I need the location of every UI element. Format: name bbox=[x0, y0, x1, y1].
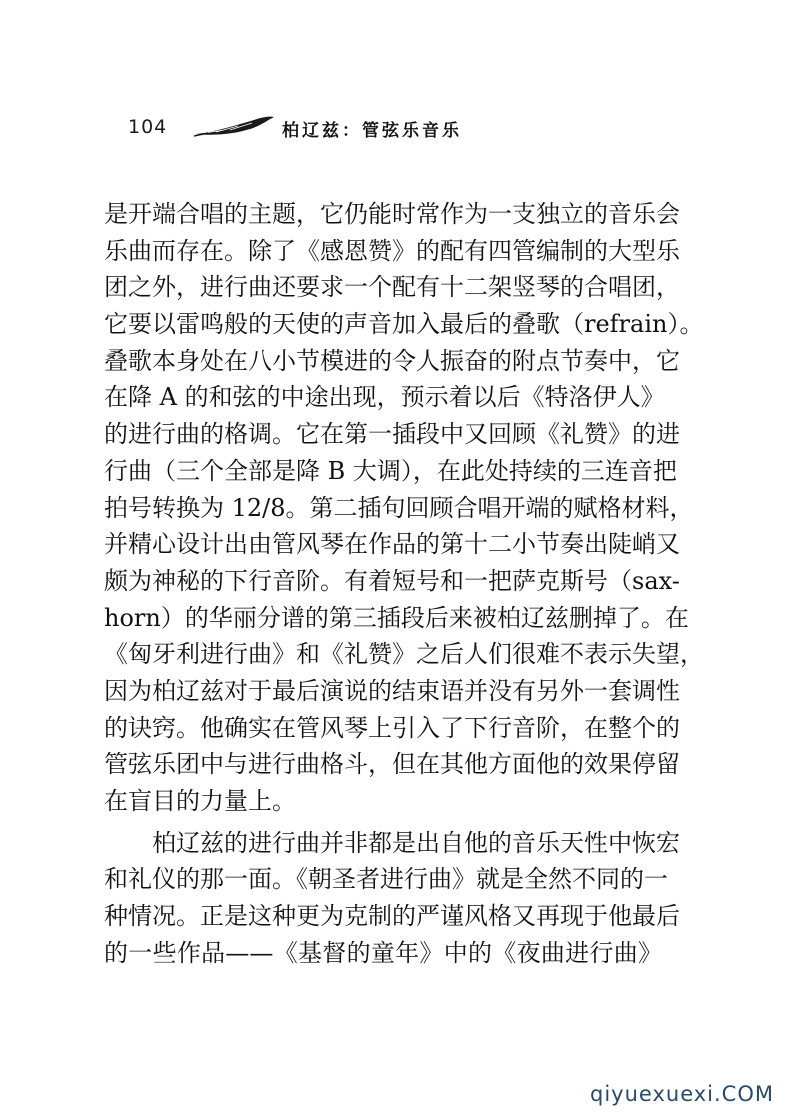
text-line: 行曲（三个全部是降 B 大调），在此处持续的三连音把 bbox=[104, 456, 677, 485]
text-line: 的一些作品——《基督的童年》中的《夜曲进行曲》 bbox=[104, 938, 662, 967]
text-line: 在降 A 的和弦的中途出现，预示着以后《特洛伊人》 bbox=[104, 383, 665, 412]
text-line: 乐曲而存在。除了《感恩赞》的配有四管编制的大型乐 bbox=[104, 236, 680, 265]
paragraph-2 bbox=[104, 825, 680, 972]
text-line: 的进行曲的格调。它在第一插段中又回顾《礼赞》的进 bbox=[104, 420, 680, 449]
text-line: 《匈牙利进行曲》和《礼赞》之后人们很难不表示失望， bbox=[104, 640, 704, 669]
text-line: 柏辽兹的进行曲并非都是出自他的音乐天性中恢宏 bbox=[152, 828, 680, 857]
text-line: 在盲目的力量上。 bbox=[104, 787, 296, 815]
page-header bbox=[128, 112, 648, 144]
text-line: 的诀窍。他确实在管风琴上引入了下行音阶，在整个的 bbox=[104, 713, 680, 742]
body-text bbox=[104, 196, 704, 971]
text-line: 管弦乐团中与进行曲格斗，但在其他方面他的效果停留 bbox=[104, 750, 680, 779]
text-line: 团之外，进行曲还要求一个配有十二架竖琴的合唱团， bbox=[104, 273, 680, 302]
text-line: 颇为神秘的下行音阶。有着短号和一把萨克斯号（sax- bbox=[104, 566, 680, 595]
text-line: 和礼仪的那一面。《朝圣者进行曲》就是全然不同的一 bbox=[104, 865, 668, 894]
watermark: qiyuexuexi.COM bbox=[590, 1082, 774, 1106]
running-title: 柏辽兹：管弦乐音乐 bbox=[282, 121, 462, 141]
text-line: 是开端合唱的主题，它仍能时常作为一支独立的音乐会 bbox=[104, 200, 680, 228]
text-line: 叠歌本身处在八小节模进的令人振奋的附点节奏中，它 bbox=[104, 346, 680, 375]
text-line: 拍号转换为 12/8。第二插句回顾合唱开端的赋格材料， bbox=[104, 493, 694, 522]
text-line: 因为柏辽兹对于最后演说的结束语并没有另外一套调性 bbox=[104, 676, 680, 705]
text-line: horn）的华丽分谱的第三插段后来被柏辽兹删掉了。在 bbox=[104, 603, 689, 632]
paragraph-1 bbox=[104, 196, 704, 820]
text-line: 它要以雷鸣般的天使的声音加入最后的叠歌（refrain）。 bbox=[104, 310, 704, 339]
page-number: 104 bbox=[128, 116, 168, 138]
text-line: 种情况。正是这种更为克制的严谨风格又再现于他最后 bbox=[104, 902, 680, 931]
text-line: 并精心设计出由管风琴在作品的第十二小节奏出陡峭又 bbox=[104, 530, 680, 559]
quill-pen-icon bbox=[194, 114, 276, 140]
